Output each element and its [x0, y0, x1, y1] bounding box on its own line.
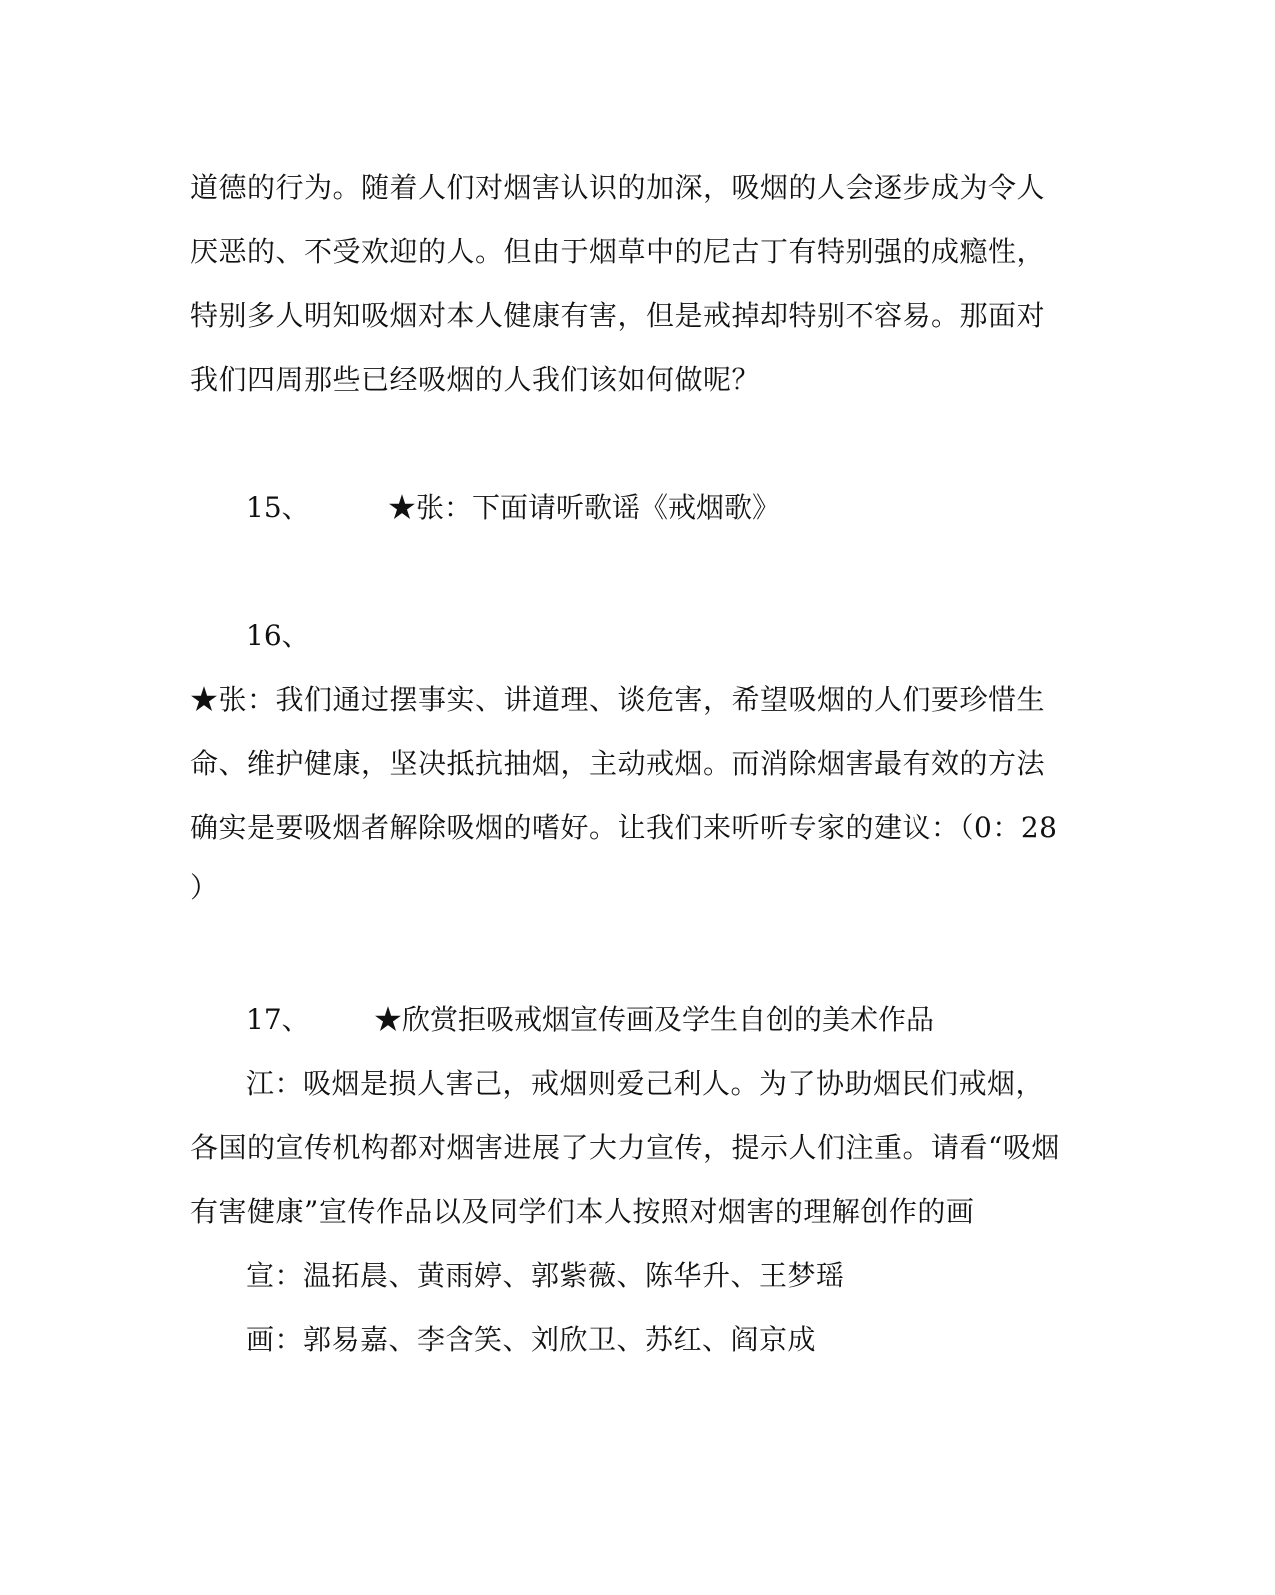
item-16-line: ） — [190, 871, 219, 904]
paragraph-line: 道德的行为。随着人们对烟害认识的加深，吸烟的人会逐步成为令人 — [190, 171, 1046, 204]
hua-list: 画：郭易嘉、李含笑、刘欣卫、苏红、阎京成 — [246, 1323, 817, 1356]
item-text-15: ★张：下面请听歌谣《戒烟歌》 — [388, 491, 781, 524]
item-17-line: 江：吸烟是损人害己，戒烟则爱己利人。为了协助烟民们戒烟， — [246, 1067, 1045, 1100]
item-17-line: 各国的宣传机构都对烟害进展了大力宣传，提示人们注重。请看“吸烟 — [190, 1131, 1060, 1164]
xuan-list: 宣：温拓晨、黄雨婷、郭紫薇、陈华升、王梦瑶 — [246, 1259, 845, 1292]
item-number-15: 15、 — [246, 491, 310, 524]
paragraph-line: 厌恶的、不受欢迎的人。但由于烟草中的尼古丁有特别强的成瘾性， — [190, 235, 1046, 268]
paragraph-line: 我们四周那些已经吸烟的人我们该如何做呢？ — [190, 363, 761, 396]
item-16-line: 确实是要吸烟者解除吸烟的嗜好。让我们来听听专家的建议：（0：28 — [190, 811, 1058, 844]
paragraph-line: 特别多人明知吸烟对本人健康有害，但是戒掉却特别不容易。那面对 — [190, 299, 1046, 332]
item-text-17: ★欣赏拒吸戒烟宣传画及学生自创的美术作品 — [374, 1003, 935, 1036]
item-16-line: 命、维护健康，坚决抵抗抽烟，主动戒烟。而消除烟害最有效的方法 — [190, 747, 1046, 780]
item-number-16: 16、 — [246, 619, 310, 652]
item-number-17: 17、 — [246, 1003, 310, 1036]
item-16-line: ★张：我们通过摆事实、讲道理、谈危害，希望吸烟的人们要珍惜生 — [190, 683, 1046, 716]
item-17-line: 有害健康”宣传作品以及同学们本人按照对烟害的理解创作的画 — [190, 1195, 975, 1228]
